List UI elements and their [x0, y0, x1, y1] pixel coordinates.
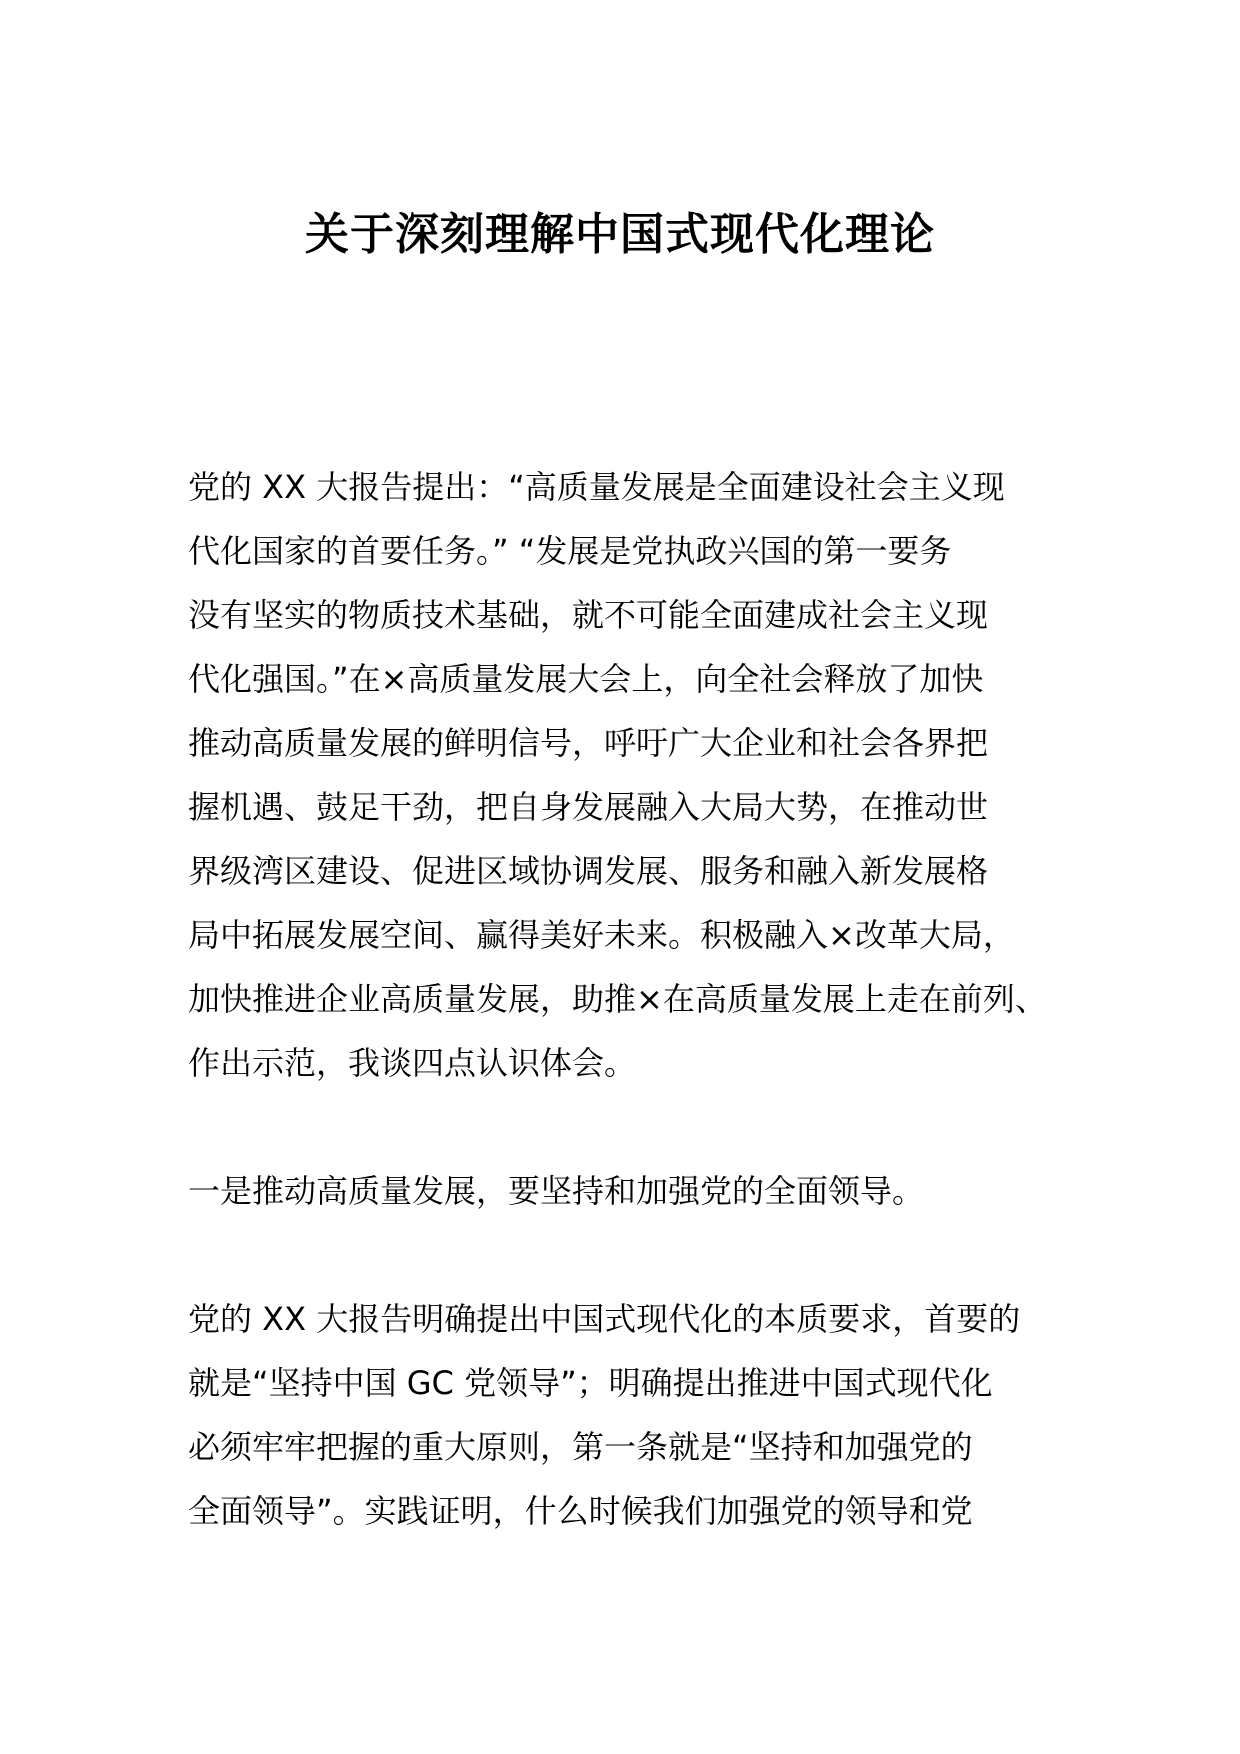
text-line: 一是推动高质量发展，要坚持和加强党的全面领导。 — [188, 1172, 925, 1210]
document-title: 关于深刻理解中国式现代化理论 — [305, 209, 935, 260]
text-line: 握机遇、鼓足干劲，把自身发展融入大局大势，在推动世 — [188, 788, 989, 826]
paragraph-spacer — [188, 1223, 1088, 1287]
text-line: 党的 XX 大报告明确提出中国式现代化的本质要求，首要的 — [188, 1300, 1021, 1338]
text-line: 界级湾区建设、促进区域协调发展、服务和融入新发展格 — [188, 852, 989, 890]
document-body — [188, 455, 1088, 1543]
paragraph-spacer — [188, 1095, 1088, 1159]
text-line: 就是“坚持中国 GC 党领导”；明确提出推进中国式现代化 — [188, 1364, 993, 1402]
text-line: 没有坚实的物质技术基础，就不可能全面建成社会主义现 — [188, 596, 989, 634]
text-line: 加快推进企业高质量发展，助推×在高质量发展上走在前列、 — [188, 980, 1047, 1018]
paragraph-leadership — [188, 1287, 1088, 1543]
text-line: 党的 XX 大报告提出：“高质量发展是全面建设社会主义现 — [188, 468, 1005, 506]
paragraph-intro — [188, 455, 1088, 1095]
text-line: 代化国家的首要任务。” “发展是党执政兴国的第一要务 — [188, 532, 952, 570]
text-line: 作出示范，我谈四点认识体会。 — [188, 1044, 637, 1082]
text-line: 局中拓展发展空间、赢得美好未来。积极融入×改革大局， — [188, 916, 1015, 954]
text-line: 推动高质量发展的鲜明信号，呼吁广大企业和社会各界把 — [188, 724, 989, 762]
paragraph-heading-one — [188, 1159, 1088, 1223]
text-line: 全面领导”。实践证明，什么时候我们加强党的领导和党 — [188, 1492, 973, 1530]
text-line: 必须牢牢把握的重大原则，第一条就是“坚持和加强党的 — [188, 1428, 973, 1466]
text-line: 代化强国。”在×高质量发展大会上，向全社会释放了加快 — [188, 660, 984, 698]
